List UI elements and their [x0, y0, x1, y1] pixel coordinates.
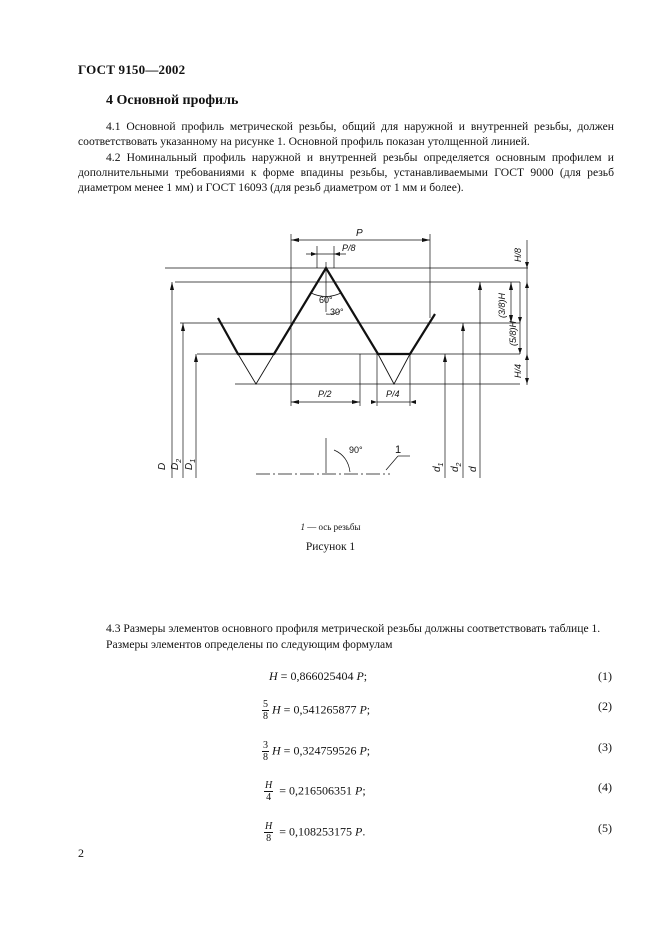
label-h-4: H/4 [513, 363, 523, 378]
formula-4-fraction: $\frac{H}{4}$ [265, 780, 273, 803]
formula-3-fraction: $\frac{3}{8}$ [263, 740, 268, 763]
formula-4-end: ; [362, 783, 366, 798]
legend-text: — ось резьбы [305, 522, 361, 532]
formula-3-number: (3) [598, 740, 612, 754]
figure-legend [0, 522, 661, 532]
label-axis-ref: 1 [395, 444, 402, 456]
formula-2-number: (2) [598, 699, 612, 713]
legend-number: 1 [300, 522, 306, 532]
paragraph-4-1-text: 4.1 Основной профиль метрической резьбы, общий для наружной и внутренней резьбы, должен соответствовать указанному на рисунке 1. Основной профиль показан утолщенной линией. [78, 120, 614, 148]
formula-2-var: P [359, 702, 367, 717]
paragraph-4-1 [78, 119, 614, 149]
label-diameter-d1: $D_1$ [184, 458, 197, 470]
formula-5-number: (5) [598, 821, 612, 835]
formula-3 [262, 740, 370, 763]
label-h-8: H/8 [513, 247, 523, 262]
paragraph-4-2-text: 4.2 Номинальный профиль наружной и внутренней резьбы определяется основным профилем и дополнительными требованиями к форме впадины резьбы, устанавливаемыми ГОСТ 9000 (для резьб диаметром менее 1 мм) и ГОСТ 16093 (для резьб диаметром от 1 мм и более). [78, 151, 614, 194]
label-angle-60: 60° [319, 295, 333, 305]
label-p-4: P/4 [386, 389, 400, 399]
formula-4 [264, 780, 366, 803]
formula-1-value: = 0,866025404 [277, 669, 357, 683]
thread-profile-figure [0, 220, 661, 515]
formula-3-end: ; [366, 743, 371, 758]
paragraph-4-3-formulas-intro: Размеры элементов определены по следующим формулам [106, 638, 393, 651]
formula-2-lhs: H [272, 702, 281, 717]
formula-5-value: = 0,108253175 [276, 824, 356, 839]
label-diameter-small-d2: $d_2$ [450, 462, 463, 472]
label-diameter-d2: $D_2$ [170, 458, 183, 470]
figure-thin-lines [165, 234, 528, 478]
formula-3-var: P [359, 743, 367, 758]
section-title: 4 Основной профиль [106, 93, 239, 108]
paragraph-4-3 [78, 621, 614, 652]
basic-profile-outline [218, 268, 435, 354]
label-diameter-small-d: d [468, 466, 479, 472]
formula-3-value: = 0,324759526 [280, 743, 360, 758]
label-angle-30: 30° [330, 307, 344, 317]
formula-5-fraction: $\frac{H}{8}$ [265, 821, 273, 844]
formula-5 [264, 821, 365, 844]
formula-1 [269, 669, 367, 684]
formula-4-number: (4) [598, 780, 612, 794]
label-5-8-h: (5/8)H [508, 320, 518, 346]
label-3-8-h: (3/8)H [497, 292, 507, 318]
formula-2 [262, 699, 370, 722]
label-diameter-d-major: D [157, 462, 168, 470]
paragraph-4-3-text: 4.3 Размеры элементов основного профиля метрической резьбы должны соответствовать таблице 1. [106, 622, 601, 635]
label-diameter-small-d1: $d_1$ [432, 462, 445, 472]
formula-1-lhs: H [269, 669, 278, 683]
document-header: ГОСТ 9150—2002 [78, 62, 186, 77]
label-angle-90: 90° [349, 445, 363, 455]
dimension-arrowheads [170, 238, 529, 404]
formula-1-end: ; [363, 669, 368, 683]
root-triangles [238, 354, 410, 384]
paragraph-4-2 [78, 150, 614, 195]
label-p: P [356, 228, 363, 239]
formula-2-fraction: $\frac{5}{8}$ [263, 699, 268, 722]
formula-5-var: P [355, 824, 363, 839]
page-number: 2 [78, 846, 84, 860]
formula-5-end: . [362, 824, 366, 839]
formula-4-var: P [355, 783, 363, 798]
formula-4-value: = 0,216506351 [276, 783, 356, 798]
formula-1-var: P [356, 669, 364, 683]
label-p-2: P/2 [318, 389, 332, 399]
label-p-8: P/8 [342, 243, 356, 253]
formula-2-end: ; [366, 702, 371, 717]
formula-2-value: = 0,541265877 [280, 702, 360, 717]
figure-caption: Рисунок 1 [305, 541, 356, 553]
formula-3-lhs: H [272, 743, 281, 758]
formula-1-number: (1) [598, 669, 612, 683]
